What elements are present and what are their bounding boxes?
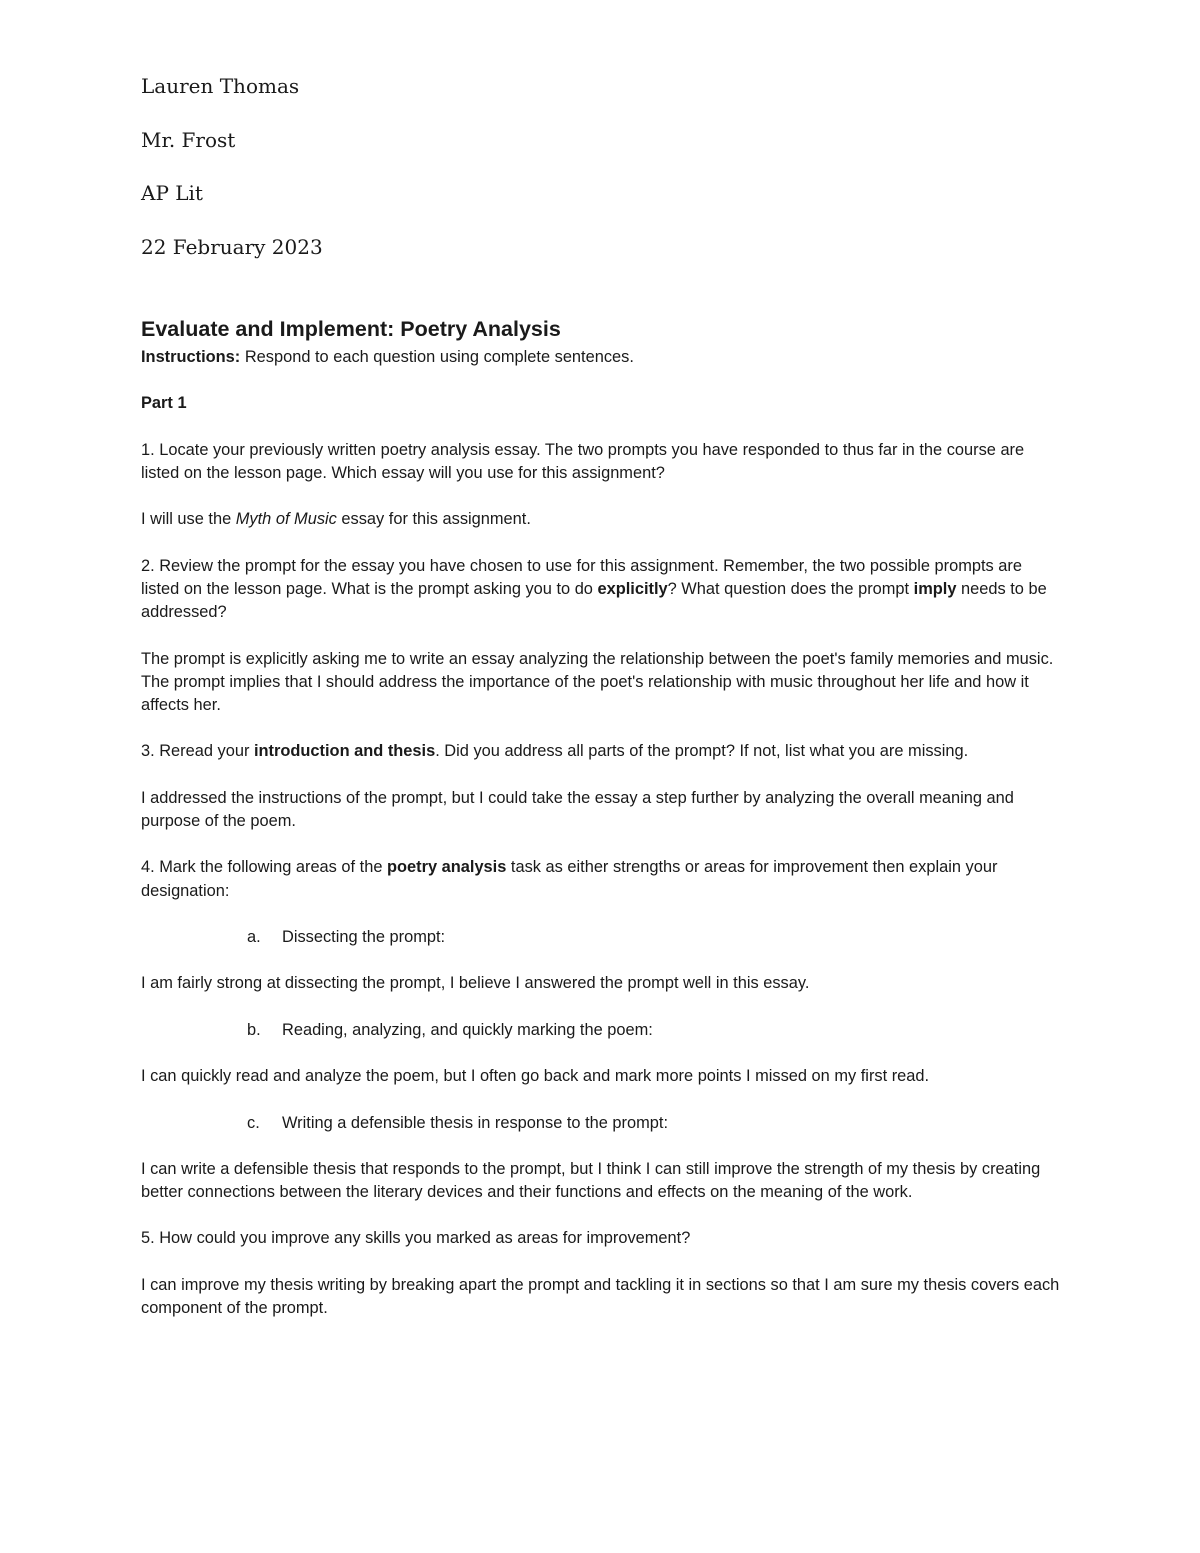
question-2-text-3: needs to be addressed? bbox=[141, 579, 1047, 622]
question-2 bbox=[141, 555, 1061, 625]
question-3-text-2: . Did you address all parts of the prompt? If not, list what you are missing. bbox=[435, 742, 969, 761]
question-3 bbox=[141, 740, 1061, 763]
question-1: 1. Locate your previously written poetry analysis essay. The two prompts you have responded to thus far in the course are listed on the lesson page. Which essay will you use for this assignment? bbox=[141, 440, 1025, 482]
course-name: AP Lit bbox=[141, 181, 203, 205]
answer-1-text-after: essay for this assignment. bbox=[336, 510, 531, 529]
question-2-text-2: ? What question does the prompt bbox=[667, 579, 914, 598]
answer-2: The prompt is explicitly asking me to write an essay analyzing the relationship between the poet's family memories and music. The prompt implies that I should address the importance of the poet's relationship with music throughout her life and how it affects her. bbox=[141, 649, 1054, 714]
instructions-label: Instructions: bbox=[141, 348, 241, 366]
question-5: 5. How could you improve any skills you marked as areas for improvement? bbox=[141, 1229, 691, 1248]
answer-1-text-before: I will use the bbox=[141, 510, 236, 529]
instructions-text: Respond to each question using complete sentences. bbox=[240, 348, 634, 366]
part-heading bbox=[141, 392, 1061, 415]
question-4-item-b bbox=[141, 1019, 1061, 1042]
part-label: Part 1 bbox=[141, 394, 187, 413]
question-4-item-c bbox=[141, 1112, 1061, 1135]
question-4-text-2: task as either strengths or areas for improvement then explain your designation: bbox=[141, 858, 998, 900]
question-2-text-1: 2. Review the prompt for the essay you have chosen to use for this assignment. Remember, the two possible prompts are listed on the lesson page. What is the prompt asking you to do bbox=[141, 556, 1022, 598]
question-4-text-1: 4. Mark the following areas of the bbox=[141, 858, 387, 877]
question-3-emphasis: introduction and thesis bbox=[253, 742, 436, 761]
answer-4a: I am fairly strong at dissecting the prompt, I believe I answered the prompt well in this essay. bbox=[141, 974, 810, 993]
answer-4c: I can write a defensible thesis that responds to the prompt, but I think I can still improve the strength of my thesis by creating better connections between the literary devices and their functions and effects on the meaning of the work. bbox=[141, 1159, 1041, 1202]
instructions bbox=[141, 346, 1061, 369]
answer-4b: I can quickly read and analyze the poem, but I often go back and mark more points I missed on my first read. bbox=[141, 1067, 930, 1086]
document-body bbox=[141, 346, 1061, 1343]
question-4 bbox=[141, 856, 1061, 902]
question-4-item-a bbox=[141, 926, 1061, 949]
question-4-emphasis: poetry analysis bbox=[387, 858, 507, 877]
document-title: Evaluate and Implement: Poetry Analysis bbox=[141, 317, 561, 341]
answer-5: I can improve my thesis writing by breaking apart the prompt and tackling it in sections so that I am sure my thesis covers each component of the prompt. bbox=[141, 1275, 1060, 1318]
question-2-emphasis-imply: imply bbox=[913, 579, 957, 598]
student-name: Lauren Thomas bbox=[141, 74, 300, 98]
list-item-label: Writing a defensible thesis in response to the prompt: bbox=[282, 1113, 668, 1132]
answer-1-essay-title: Myth of Music bbox=[235, 510, 337, 529]
list-marker: b. bbox=[247, 1020, 261, 1039]
answer-1 bbox=[141, 508, 1061, 531]
document-date: 22 February 2023 bbox=[141, 235, 323, 259]
list-marker: a. bbox=[247, 927, 261, 946]
list-item-label: Dissecting the prompt: bbox=[282, 927, 446, 946]
list-marker: c. bbox=[247, 1113, 260, 1132]
question-2-emphasis-explicitly: explicitly bbox=[597, 579, 668, 598]
question-3-text-1: 3. Reread your bbox=[141, 742, 254, 761]
list-item-label: Reading, analyzing, and quickly marking the poem: bbox=[282, 1020, 653, 1039]
teacher-name: Mr. Frost bbox=[141, 128, 236, 152]
answer-3: I addressed the instructions of the prompt, but I could take the essay a step further by analyzing the overall meaning and purpose of the poem. bbox=[141, 788, 1014, 830]
